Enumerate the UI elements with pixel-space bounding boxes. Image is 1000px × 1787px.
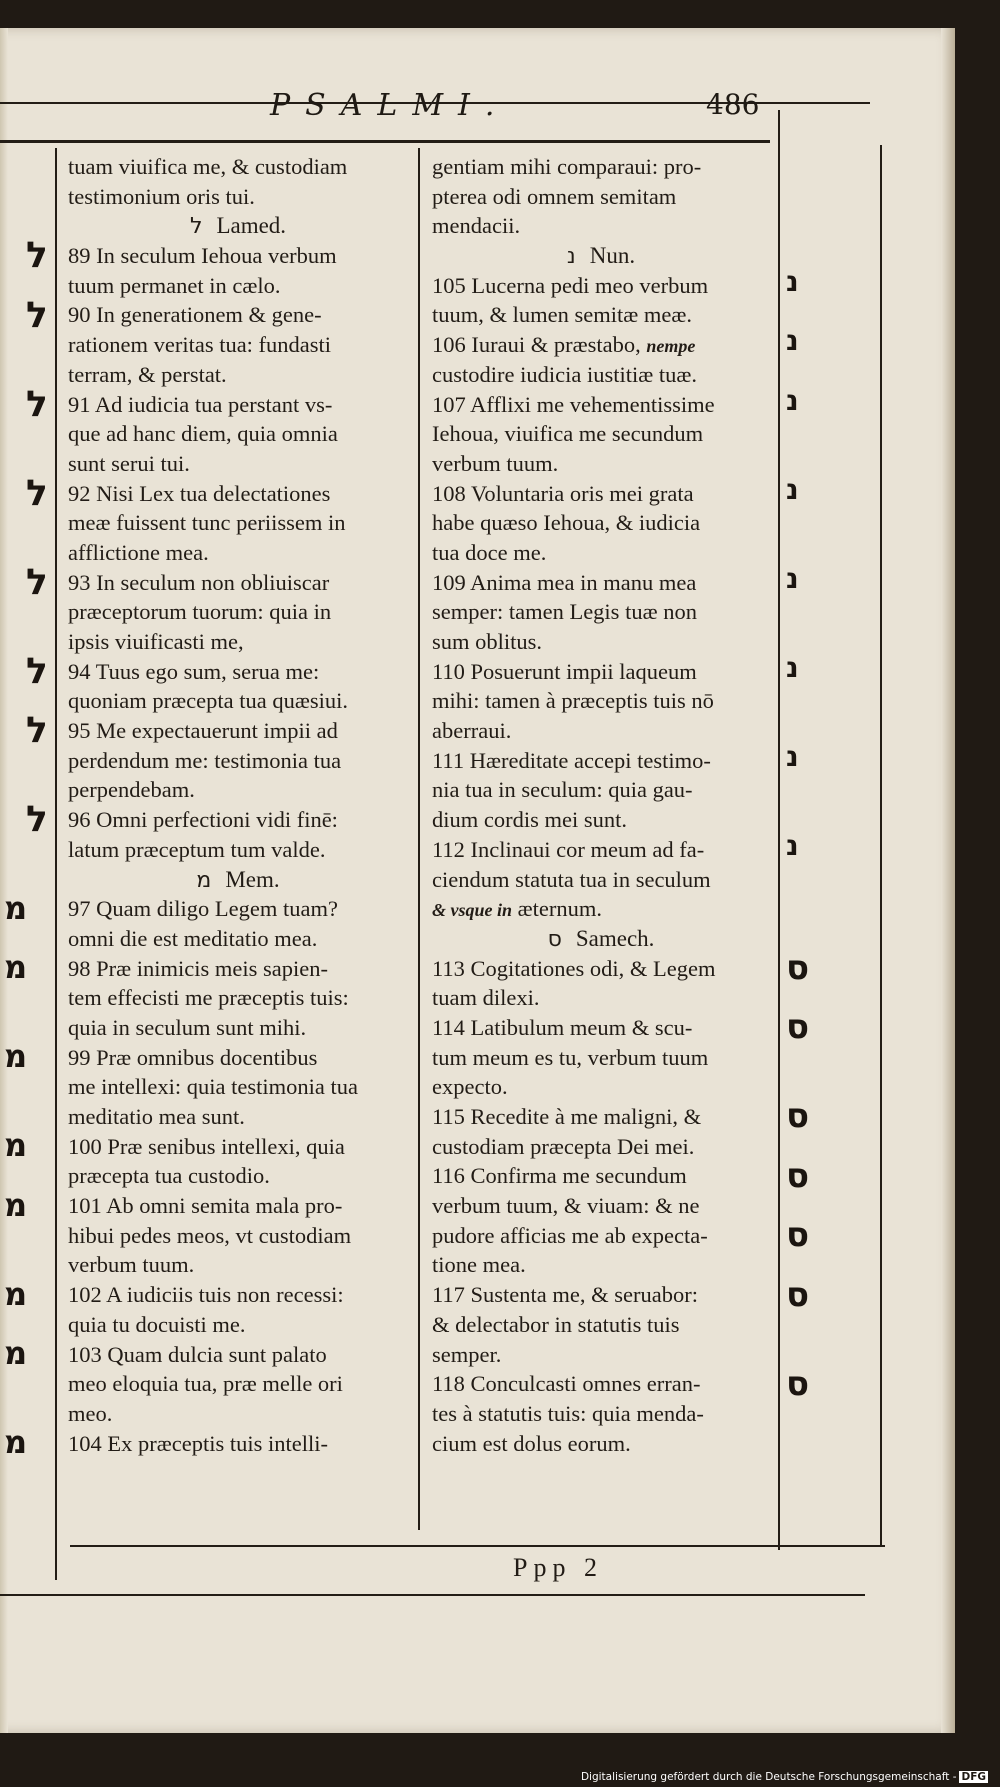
text-line: testimonium oris tui. [68, 183, 255, 209]
text-line: 90 In generationem & gene- [68, 302, 322, 328]
text-line: rationem veritas tua: fundasti [68, 332, 332, 358]
text-line: quoniam præcepta tua quæsiui. [68, 688, 348, 714]
text-line: 101 Ab omni semita mala pro- [68, 1193, 343, 1219]
section-heading [68, 211, 408, 241]
text-line: 89 In seculum Iehoua verbum [68, 243, 337, 269]
page-number: 486 [706, 88, 760, 121]
text-line: me intellexi: quia testimonia tua [68, 1074, 358, 1100]
text-line: hibui pedes meos, vt custodiam [68, 1222, 352, 1248]
margin-samech-letter: ס [786, 947, 810, 988]
margin-mem-letter: מ [4, 1423, 28, 1462]
text-line: 97 Quam diligo Legem tuam? [68, 896, 338, 922]
running-title: PSALMI. [270, 88, 510, 123]
text-line: meo. [68, 1400, 113, 1426]
italic-run: nempe [646, 336, 696, 357]
column-divider [418, 148, 420, 1530]
margin-mem-letter: מ [4, 1126, 28, 1165]
section-heading [432, 924, 770, 954]
margin-mem-letter: מ [4, 947, 28, 986]
text-line: 118 Conculcasti omnes erran- [432, 1371, 701, 1397]
margin-nun-letter: נ [786, 324, 799, 358]
margin-samech-letter: ס [786, 1155, 810, 1196]
text-line: 117 Sustenta me, & seruabor: [432, 1282, 698, 1308]
margin-nun-letter: נ [786, 383, 799, 417]
text-line: 114 Latibulum meum & scu- [432, 1014, 693, 1040]
text-line: tione mea. [432, 1252, 526, 1278]
text-line: quia tu docuisti me. [68, 1311, 246, 1337]
margin-lamed-letter: ל [26, 235, 48, 277]
text-line: perdendum me: testimonia tua [68, 747, 342, 773]
text-line: tuum permanet in cælo. [68, 272, 281, 298]
italic-run: & vsque in [432, 900, 513, 921]
text-line: 94 Tuus ego sum, serua me: [68, 658, 320, 684]
section-title: Samech. [575, 925, 655, 951]
margin-mem-letter: מ [4, 1334, 28, 1372]
margin-samech-letter: ס [786, 1096, 810, 1137]
text-line: tem effecisti me præceptis tuis: [68, 985, 349, 1011]
text-line: 98 Præ inimicis meis sapien- [68, 955, 328, 981]
text-line: mihi: tamen à præceptis tuis nō [432, 688, 714, 714]
text-line: que ad hanc diem, quia omnia [68, 421, 338, 447]
text-line: latum præceptum tum valde. [68, 836, 326, 862]
header-rule [0, 140, 770, 143]
margin-nun-letter: נ [786, 561, 799, 595]
text-line: nia tua in seculum: quia gau- [432, 777, 693, 803]
text-line: 105 Lucerna pedi meo verbum [432, 272, 709, 298]
text-line: meditatio mea sunt. [68, 1104, 245, 1129]
text-line: 108 Voluntaria oris mei grata [432, 480, 694, 506]
hebrew-letter: ל [189, 214, 203, 240]
hebrew-letter: ס [547, 926, 562, 952]
text-line: gentiam mihi comparaui: pro- [432, 154, 702, 179]
text-run: 106 Iuraui & præstabo, [432, 332, 647, 358]
text-line: expecto. [432, 1074, 508, 1100]
margin-samech-letter: ס [786, 1274, 810, 1315]
signature-mark: Ppp 2 [513, 1553, 603, 1582]
text-line: mendacii. [432, 213, 521, 239]
text-line: sum oblitus. [432, 629, 543, 654]
text-line: pudore afficias me ab expecta- [432, 1222, 708, 1248]
margin-lamed-letter: ל [26, 561, 48, 603]
margin-mem-letter: מ [4, 888, 28, 927]
left-frame-rule [55, 148, 57, 1580]
text-line: 96 Omni perfectioni vidi finē: [68, 807, 338, 833]
margin-lamed-letter: ל [26, 472, 48, 514]
text-line: 104 Ex præceptis tuis intelli- [68, 1430, 328, 1456]
margin-lamed-letter: ל [26, 710, 48, 752]
hebrew-letter: מ [196, 867, 212, 893]
text-line: tum meum es tu, verbum tuum [432, 1044, 709, 1070]
margin-nun-letter: נ [786, 740, 799, 773]
text-line: præceptorum tuorum: quia in [68, 599, 332, 625]
left-text-column [68, 152, 408, 1458]
text-line: Iehoua, viuifica me secundum [432, 421, 704, 447]
text-line: 110 Posuerunt impii laqueum [432, 658, 697, 684]
right-frame-rule [778, 110, 780, 1550]
margin-samech-letter: ס [786, 1215, 810, 1256]
text-line: verbum tuum. [68, 1252, 195, 1278]
text-line: aberraui. [432, 718, 512, 744]
text-line: & delectabor in statutis tuis [432, 1311, 680, 1337]
margin-lamed-letter: ל [26, 294, 48, 336]
right-text-column [432, 152, 770, 1458]
outer-right-rule [880, 145, 882, 1545]
margin-lamed-letter: ל [26, 383, 48, 425]
text-line: ipsis viuificasti me, [68, 629, 244, 654]
text-line: 92 Nisi Lex tua delectationes [68, 480, 331, 506]
margin-lamed-letter: ל [26, 799, 48, 841]
text-line: perpendebam. [68, 777, 195, 803]
text-line: 107 Afflixi me vehementissime [432, 391, 715, 417]
text-line: 116 Confirma me secundum [432, 1163, 687, 1189]
text-line: terram, & perstat. [68, 361, 227, 387]
text-line: omni die est meditatio mea. [68, 925, 318, 951]
section-heading [68, 865, 408, 895]
text-run: æternum. [512, 896, 603, 922]
text-line [432, 330, 770, 360]
text-line [432, 894, 770, 924]
page-edge [941, 28, 955, 1733]
text-line: afflictione mea. [68, 539, 209, 565]
text-line: tes à statutis tuis: quia menda- [432, 1400, 704, 1426]
text-line: pterea odi omnem semitam [432, 183, 677, 209]
text-line: præcepta tua custodio. [68, 1163, 270, 1189]
text-line: habe quæso Iehoua, & iudicia [432, 510, 701, 536]
text-line: 109 Anima mea in manu mea [432, 569, 697, 595]
margin-nun-letter: נ [786, 264, 799, 298]
text-line: 99 Præ omnibus docentibus [68, 1044, 318, 1070]
hebrew-letter: נ [566, 244, 576, 270]
text-line: semper. [432, 1341, 502, 1367]
text-line: verbum tuum. [432, 450, 559, 476]
margin-mem-letter: מ [4, 1274, 28, 1313]
text-line: tuam viuifica me, & custodiam [68, 154, 348, 179]
margin-mem-letter: מ [4, 1037, 28, 1075]
text-line: quia in seculum sunt mihi. [68, 1014, 307, 1040]
text-line: 93 In seculum non obliuiscar [68, 569, 330, 595]
digitization-credit [581, 1771, 988, 1783]
dfg-badge: DFG [961, 1771, 986, 1783]
margin-nun-letter: נ [786, 650, 799, 684]
section-title: Mem. [225, 866, 280, 892]
text-line: tuum, & lumen semitæ meæ. [432, 302, 692, 328]
margin-lamed-letter: ל [26, 650, 48, 692]
text-line: 112 Inclinaui cor meum ad fa- [432, 836, 705, 862]
page-gutter [0, 28, 8, 1733]
text-line: meo eloquia tua, præ melle ori [68, 1371, 343, 1397]
text-line: tuam dilexi. [432, 985, 540, 1011]
text-line: 111 Hæreditate accepi testimo- [432, 747, 711, 773]
text-line: 95 Me expectauerunt impii ad [68, 718, 338, 744]
section-title: Nun. [589, 243, 636, 269]
text-line: 115 Recedite à me maligni, & [432, 1104, 702, 1129]
credit-text: Digitalisierung gefördert durch die Deutsche Forschungsgemeinschaft - [580, 1771, 957, 1783]
text-line: custodiam præcepta Dei mei. [432, 1133, 695, 1159]
margin-mem-letter: מ [4, 1185, 28, 1224]
margin-samech-letter: ס [786, 1007, 810, 1048]
text-line: 103 Quam dulcia sunt palato [68, 1341, 327, 1367]
text-line: 100 Præ senibus intellexi, quia [68, 1133, 345, 1159]
text-line: verbum tuum, & viuam: & ne [432, 1193, 700, 1219]
margin-nun-letter: נ [786, 829, 799, 863]
section-title: Lamed. [216, 213, 287, 239]
text-line: semper: tamen Legis tuæ non [432, 599, 697, 625]
text-line: sunt serui tui. [68, 450, 190, 476]
text-line: tua doce me. [432, 539, 547, 565]
text-line: meæ fuissent tunc periissem in [68, 510, 346, 536]
text-line: 91 Ad iudicia tua perstant vs- [68, 391, 333, 417]
footer-rule [0, 1594, 865, 1596]
text-line: cium est dolus eorum. [432, 1430, 631, 1456]
margin-nun-letter: נ [786, 472, 799, 506]
text-line: 113 Cogitationes odi, & Legem [432, 955, 716, 981]
text-line: 102 A iudiciis tuis non recessi: [68, 1282, 344, 1308]
margin-samech-letter: ס [786, 1363, 810, 1404]
bottom-rule [70, 1545, 885, 1547]
text-line: ciendum statuta tua in seculum [432, 866, 711, 892]
section-heading [432, 241, 770, 271]
text-line: custodire iudicia iustitiæ tuæ. [432, 361, 697, 387]
text-line: dium cordis mei sunt. [432, 807, 627, 833]
